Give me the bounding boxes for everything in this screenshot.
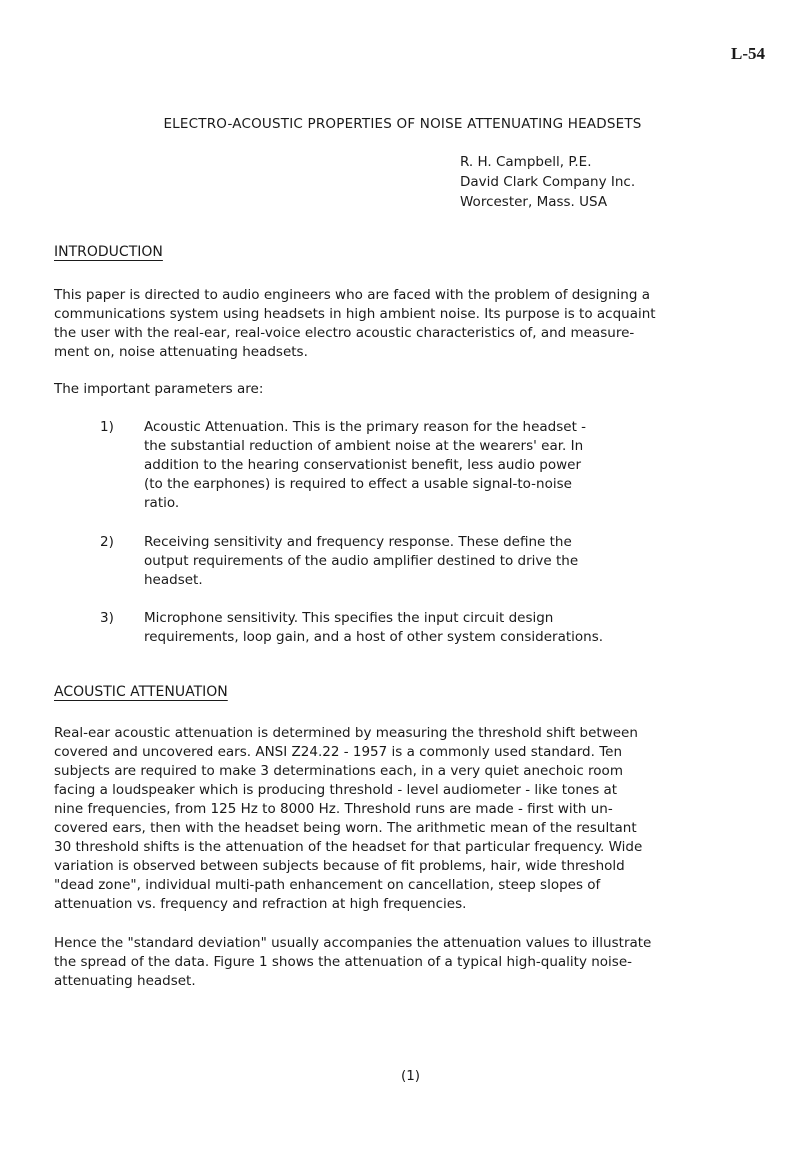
text-line: (to the earphones) is required to effect a usable signal-to-noise — [144, 476, 572, 492]
text-line: attenuating headset. — [54, 973, 196, 989]
text-line: requirements, loop gain, and a host of other system considerations. — [144, 629, 604, 645]
introduction-paragraph — [54, 286, 694, 362]
text-line: ratio. — [144, 495, 180, 511]
text-line: covered ears, then with the headset being worn. The arithmetic mean of the resultant — [54, 820, 637, 836]
list-item-body — [144, 418, 664, 513]
paper-title: ELECTRO-ACOUSTIC PROPERTIES OF NOISE ATTENUATING HEADSETS — [163, 116, 642, 132]
text-line: The important parameters are: — [54, 381, 264, 397]
list-item-body — [144, 609, 664, 647]
standard-deviation-paragraph — [54, 934, 694, 991]
text-line: the user with the real-ear, real-voice electro acoustic characteristics of, and measure- — [54, 325, 635, 341]
author-location: Worcester, Mass. USA — [460, 194, 608, 210]
author-affiliation: David Clark Company Inc. — [460, 174, 636, 190]
introduction-heading: INTRODUCTION — [54, 244, 163, 260]
text-line: output requirements of the audio amplifier destined to drive the — [144, 553, 579, 569]
text-line: subjects are required to make 3 determinations each, in a very quiet anechoic room — [54, 763, 623, 779]
text-line: Hence the "standard deviation" usually accompanies the attenuation values to illustrate — [54, 935, 652, 951]
list-item-number: 1) — [100, 419, 114, 435]
text-line: ment on, noise attenuating headsets. — [54, 344, 308, 360]
text-line: communications system using headsets in high ambient noise. Its purpose is to acquaint — [54, 306, 656, 322]
author-name: R. H. Campbell, P.E. — [460, 154, 592, 170]
text-line: This paper is directed to audio engineers who are faced with the problem of designing a — [54, 287, 650, 303]
text-line: Microphone sensitivity. This specifies the input circuit design — [144, 610, 554, 626]
text-line: nine frequencies, from 125 Hz to 8000 Hz. Threshold runs are made - first with un- — [54, 801, 613, 817]
text-line: headset. — [144, 572, 203, 588]
acoustic-attenuation-heading: ACOUSTIC ATTENUATION — [54, 684, 228, 700]
list-item-number: 3) — [100, 610, 114, 626]
text-line: Receiving sensitivity and frequency response. These define the — [144, 534, 572, 550]
author-block — [460, 152, 635, 212]
text-line: the spread of the data. Figure 1 shows the attenuation of a typical high-quality noise- — [54, 954, 632, 970]
text-line: facing a loudspeaker which is producing threshold - level audiometer - like tones at — [54, 782, 618, 798]
text-line: attenuation vs. frequency and refraction at high frequencies. — [54, 896, 467, 912]
parameters-intro — [54, 380, 694, 399]
text-line: "dead zone", individual multi-path enhancement on cancellation, steep slopes of — [54, 877, 601, 893]
text-line: the substantial reduction of ambient noise at the wearers' ear. In — [144, 438, 584, 454]
text-line: variation is observed between subjects because of fit problems, hair, wide threshold — [54, 858, 625, 874]
list-item-body — [144, 533, 664, 590]
text-line: covered and uncovered ears. ANSI Z24.22 - 1957 is a commonly used standard. Ten — [54, 744, 623, 760]
text-line: Acoustic Attenuation. This is the primary reason for the headset - — [144, 419, 587, 435]
text-line: 30 threshold shifts is the attenuation of the headset for that particular frequency. Wide — [54, 839, 643, 855]
page-identifier: L-54 — [731, 44, 765, 63]
list-item-number: 2) — [100, 534, 114, 550]
attenuation-paragraph — [54, 724, 694, 914]
text-line: Real-ear acoustic attenuation is determined by measuring the threshold shift between — [54, 725, 638, 741]
page-number: (1) — [400, 1068, 421, 1084]
text-line: addition to the hearing conservationist benefit, less audio power — [144, 457, 582, 473]
